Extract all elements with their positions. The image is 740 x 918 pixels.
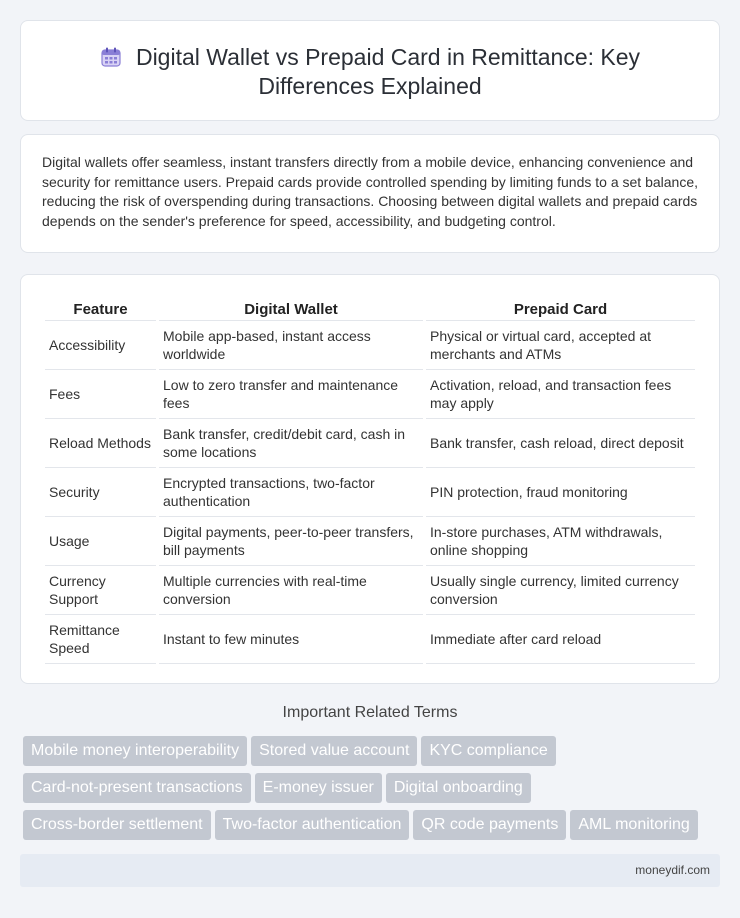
header-digital-wallet: Digital Wallet xyxy=(159,296,423,321)
title-line-1: Digital Wallet vs Prepaid Card in Remittance: Key xyxy=(135,44,641,70)
digital-wallet-cell: Low to zero transfer and maintenance fees xyxy=(159,370,423,419)
table-row xyxy=(45,615,695,664)
tag-row xyxy=(23,736,723,773)
tag-card-not-present-transactions[interactable]: Card-not-present transactions xyxy=(23,773,251,803)
title-line-2: Differences Explained xyxy=(258,73,482,99)
related-terms-list xyxy=(23,736,723,847)
page-title xyxy=(21,43,719,101)
table-row xyxy=(45,321,695,370)
feature-cell: Usage xyxy=(45,517,156,566)
tag-mobile-money-interoperability[interactable]: Mobile money interoperability xyxy=(23,736,247,766)
digital-wallet-cell: Bank transfer, credit/debit card, cash in some locations xyxy=(159,419,423,468)
table-row xyxy=(45,419,695,468)
comparison-table xyxy=(42,296,698,664)
table-row xyxy=(45,370,695,419)
feature-cell: Currency Support xyxy=(45,566,156,615)
prepaid-card-cell: Usually single currency, limited currency conversion xyxy=(426,566,695,615)
table-row xyxy=(45,566,695,615)
prepaid-card-cell: Physical or virtual card, accepted at merchants and ATMs xyxy=(426,321,695,370)
tag-qr-code-payments[interactable]: QR code payments xyxy=(413,810,566,840)
tag-kyc-compliance[interactable]: KYC compliance xyxy=(421,736,555,766)
title-card xyxy=(20,20,720,121)
feature-cell: Fees xyxy=(45,370,156,419)
tag-row xyxy=(23,810,723,847)
footer xyxy=(20,854,720,887)
tag-digital-onboarding[interactable]: Digital onboarding xyxy=(386,773,531,803)
digital-wallet-cell: Digital payments, peer-to-peer transfers, bill payments xyxy=(159,517,423,566)
feature-cell: Remittance Speed xyxy=(45,615,156,664)
digital-wallet-cell: Mobile app-based, instant access worldwide xyxy=(159,321,423,370)
tag-cross-border-settlement[interactable]: Cross-border settlement xyxy=(23,810,211,840)
tag-aml-monitoring[interactable]: AML monitoring xyxy=(570,810,697,840)
table-row xyxy=(45,517,695,566)
prepaid-card-cell: PIN protection, fraud monitoring xyxy=(426,468,695,517)
footer-site[interactable]: moneydif.com xyxy=(635,863,710,877)
tag-stored-value-account[interactable]: Stored value account xyxy=(251,736,417,766)
tag-row xyxy=(23,773,723,810)
prepaid-card-cell: In-store purchases, ATM withdrawals, online shopping xyxy=(426,517,695,566)
prepaid-card-cell: Immediate after card reload xyxy=(426,615,695,664)
summary-text: Digital wallets offer seamless, instant transfers directly from a mobile device, enhancing convenience and security for remittance users. Prepaid cards provide controlled spending by limiting funds to a set balance, reducing the risk of overspending during transactions. Choosing between digital wallets and prepaid cards depends on the sender's preference for speed, accessibility, and budgeting control. xyxy=(42,154,699,229)
prepaid-card-cell: Activation, reload, and transaction fees may apply xyxy=(426,370,695,419)
comparison-table-card xyxy=(20,274,720,684)
feature-cell: Accessibility xyxy=(45,321,156,370)
related-terms-heading: Important Related Terms xyxy=(282,704,458,721)
digital-wallet-cell: Encrypted transactions, two-factor authentication xyxy=(159,468,423,517)
tag-two-factor-authentication[interactable]: Two-factor authentication xyxy=(215,810,410,840)
table-row xyxy=(45,468,695,517)
header-prepaid-card: Prepaid Card xyxy=(426,296,695,321)
table-header-row xyxy=(45,296,695,321)
prepaid-card-cell: Bank transfer, cash reload, direct deposit xyxy=(426,419,695,468)
feature-cell: Security xyxy=(45,468,156,517)
digital-wallet-cell: Instant to few minutes xyxy=(159,615,423,664)
summary-card xyxy=(20,134,720,253)
header-feature: Feature xyxy=(45,296,156,321)
feature-cell: Reload Methods xyxy=(45,419,156,468)
digital-wallet-cell: Multiple currencies with real-time conversion xyxy=(159,566,423,615)
tag-e-money-issuer[interactable]: E-money issuer xyxy=(255,773,382,803)
calendar-icon xyxy=(100,46,122,68)
